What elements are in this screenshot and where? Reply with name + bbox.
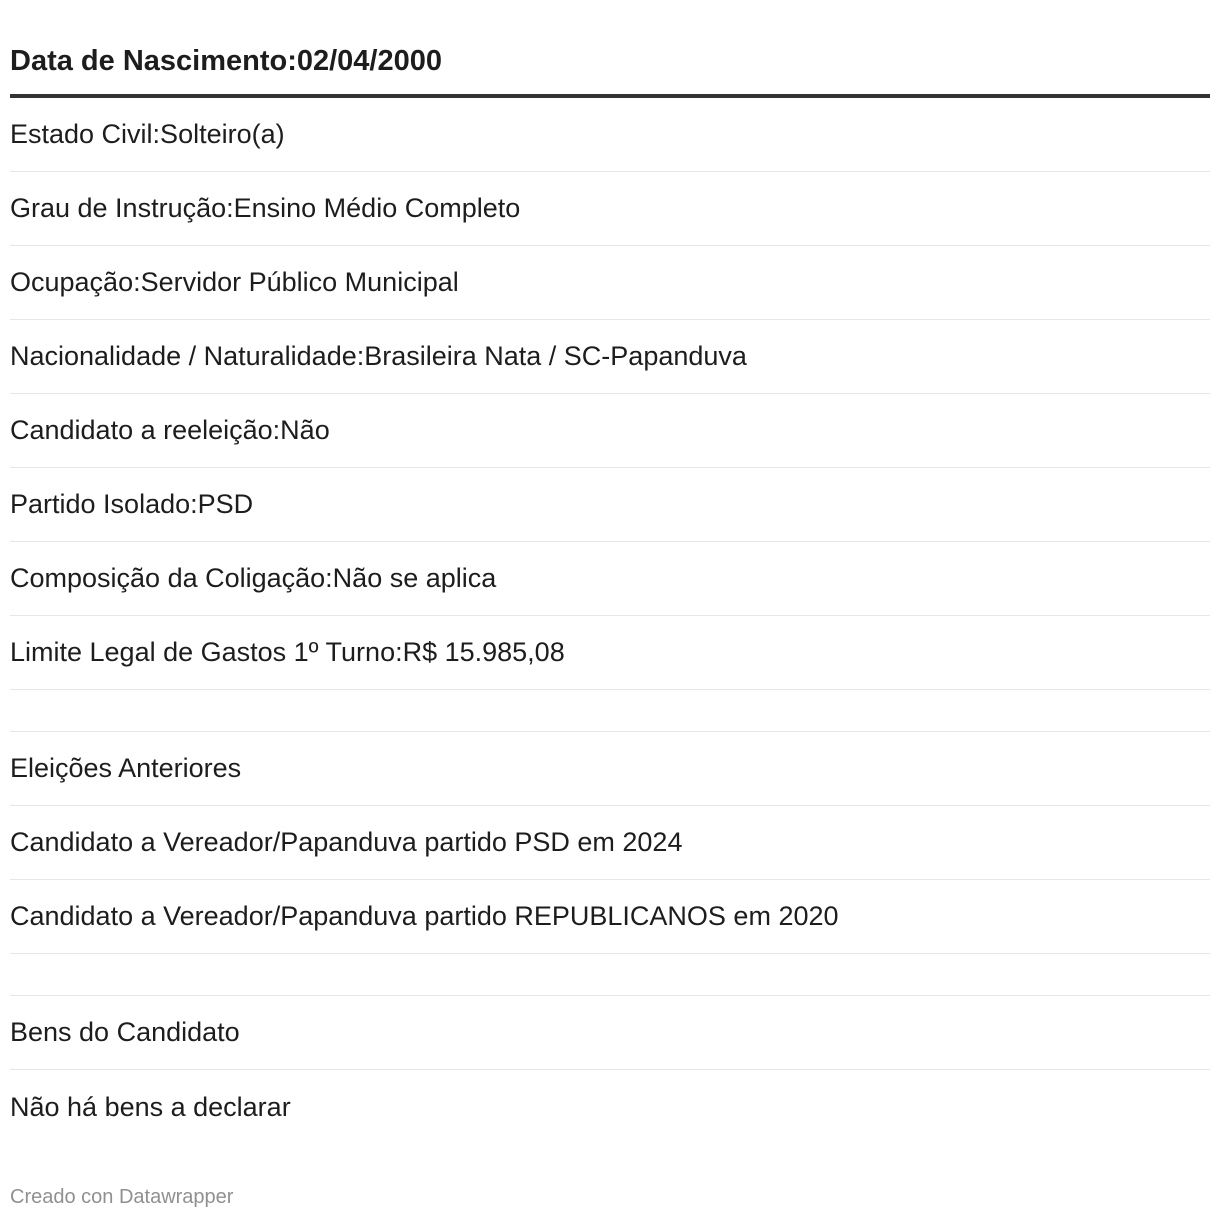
table-cell: Composição da Coligação:Não se aplica: [10, 563, 497, 593]
table-row-nationality: [10, 320, 1210, 394]
table-row-election-2024: [10, 806, 1210, 880]
datawrapper-credit[interactable]: [10, 1186, 233, 1209]
table-cell: Grau de Instrução:Ensino Médio Completo: [10, 193, 521, 223]
table-row-coalition: [10, 542, 1210, 616]
table-cell: Candidato a Vereador/Papanduva partido REPUBLICANOS em 2020: [10, 901, 839, 931]
table-row-marital-status: [10, 98, 1210, 172]
table-row-education: [10, 172, 1210, 246]
table-cell: Candidato a reeleição:Não: [10, 415, 330, 445]
table-cell: Nacionalidade / Naturalidade:Brasileira Nata / SC-Papanduva: [10, 341, 747, 371]
table-row-empty: [10, 690, 1210, 732]
table-cell: Estado Civil:Solteiro(a): [10, 119, 285, 149]
table-row-election-2020: [10, 880, 1210, 954]
table-row-reelection: [10, 394, 1210, 468]
table-cell: Não há bens a declarar: [10, 1091, 291, 1122]
table-cell: Candidato a Vereador/Papanduva partido PSD em 2024: [10, 827, 683, 857]
table-row-spending-limit: [10, 616, 1210, 690]
table-row-occupation: [10, 246, 1210, 320]
table-cell: Partido Isolado:PSD: [10, 489, 254, 519]
table-cell: Bens do Candidato: [10, 1017, 240, 1047]
table-header: [10, 24, 1210, 98]
table-row-assets-value: [10, 1070, 1210, 1144]
data-table: [10, 24, 1210, 1144]
table-cell: Limite Legal de Gastos 1º Turno:R$ 15.985,08: [10, 637, 565, 667]
table-row-previous-elections-heading: [10, 732, 1210, 806]
table-cell: Ocupação:Servidor Público Municipal: [10, 267, 459, 297]
table-row-party: [10, 468, 1210, 542]
table-row-assets-heading: [10, 996, 1210, 1070]
header-cell: Data de Nascimento:02/04/2000: [10, 44, 442, 77]
table-row-empty: [10, 954, 1210, 996]
table-cell: Eleições Anteriores: [10, 753, 242, 783]
credit-text[interactable]: Creado con Datawrapper: [10, 1186, 234, 1208]
